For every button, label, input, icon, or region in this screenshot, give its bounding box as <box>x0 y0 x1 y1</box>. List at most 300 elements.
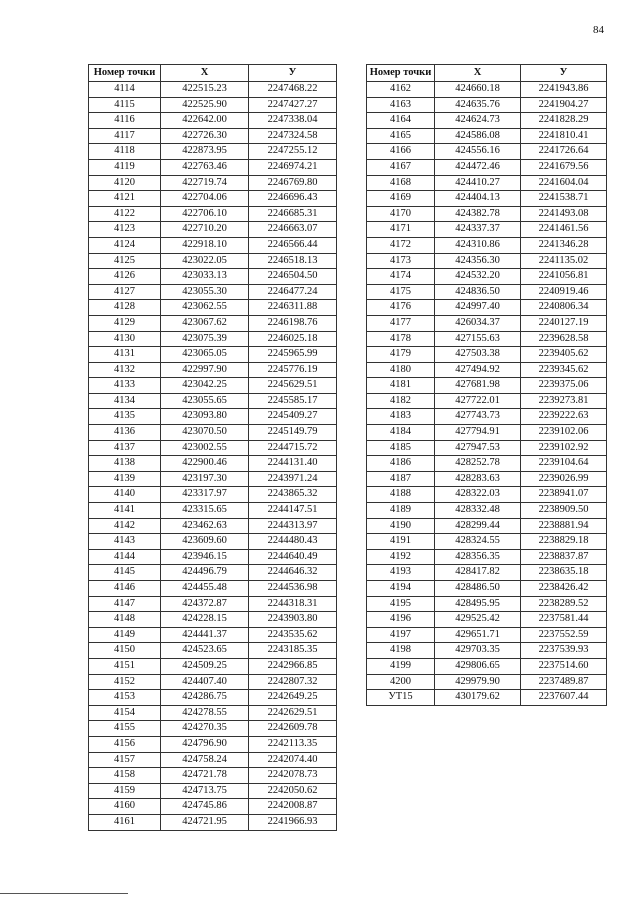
coordinates-table-left <box>88 64 337 831</box>
table-row <box>367 581 607 597</box>
cell-y: 2242074.40 <box>249 752 337 768</box>
cell-y: 2242050.62 <box>249 783 337 799</box>
cell-x: 422706.10 <box>161 206 249 222</box>
cell-x: 422873.95 <box>161 144 249 160</box>
cell-point-number: 4153 <box>89 690 161 706</box>
header-point-number: Номер точки <box>367 65 435 82</box>
cell-y: 2238837.87 <box>521 549 607 565</box>
cell-y: 2243185.35 <box>249 643 337 659</box>
cell-x: 427947.53 <box>435 440 521 456</box>
cell-y: 2241461.56 <box>521 222 607 238</box>
cell-point-number: 4162 <box>367 82 435 98</box>
cell-point-number: 4124 <box>89 237 161 253</box>
cell-x: 427155.63 <box>435 331 521 347</box>
cell-y: 2237489.87 <box>521 674 607 690</box>
table-row <box>367 393 607 409</box>
cell-y: 2239102.06 <box>521 425 607 441</box>
cell-y: 2242113.35 <box>249 736 337 752</box>
cell-x: 423197.30 <box>161 471 249 487</box>
cell-x: 429703.35 <box>435 643 521 659</box>
cell-point-number: 4199 <box>367 658 435 674</box>
cell-point-number: 4154 <box>89 705 161 721</box>
cell-point-number: 4184 <box>367 425 435 441</box>
table-row <box>367 253 607 269</box>
cell-y: 2244640.49 <box>249 549 337 565</box>
cell-y: 2241904.27 <box>521 97 607 113</box>
cell-y: 2238909.50 <box>521 503 607 519</box>
cell-point-number: 4133 <box>89 378 161 394</box>
cell-point-number: 4142 <box>89 518 161 534</box>
cell-y: 2241056.81 <box>521 269 607 285</box>
table-row <box>367 643 607 659</box>
cell-x: 423022.05 <box>161 253 249 269</box>
cell-point-number: 4114 <box>89 82 161 98</box>
cell-y: 2245409.27 <box>249 409 337 425</box>
cell-point-number: 4148 <box>89 612 161 628</box>
cell-point-number: 4128 <box>89 300 161 316</box>
cell-x: 424455.48 <box>161 581 249 597</box>
cell-x: 423946.15 <box>161 549 249 565</box>
cell-x: 422642.00 <box>161 113 249 129</box>
cell-point-number: 4200 <box>367 674 435 690</box>
cell-x: 428283.63 <box>435 471 521 487</box>
table-row <box>89 315 337 331</box>
table-row <box>89 378 337 394</box>
cell-y: 2239104.64 <box>521 456 607 472</box>
cell-x: 424660.18 <box>435 82 521 98</box>
cell-point-number: 4160 <box>89 799 161 815</box>
table-row <box>367 487 607 503</box>
cell-y: 2246685.31 <box>249 206 337 222</box>
cell-y: 2246663.07 <box>249 222 337 238</box>
cell-point-number: 4172 <box>367 237 435 253</box>
cell-x: 424758.24 <box>161 752 249 768</box>
cell-x: 424407.40 <box>161 674 249 690</box>
table-header-row <box>367 65 607 82</box>
cell-point-number: 4119 <box>89 159 161 175</box>
cell-y: 2241346.28 <box>521 237 607 253</box>
cell-y: 2238289.52 <box>521 596 607 612</box>
table-row <box>367 175 607 191</box>
cell-x: 424441.37 <box>161 627 249 643</box>
table-row <box>89 752 337 768</box>
cell-x: 424586.08 <box>435 128 521 144</box>
cell-x: 423462.63 <box>161 518 249 534</box>
cell-point-number: 4146 <box>89 581 161 597</box>
cell-point-number: 4143 <box>89 534 161 550</box>
table-row <box>367 440 607 456</box>
page-number: 84 <box>593 24 604 36</box>
cell-y: 2241726.64 <box>521 144 607 160</box>
cell-x: 422763.46 <box>161 159 249 175</box>
cell-x: 424836.50 <box>435 284 521 300</box>
cell-x: 427794.91 <box>435 425 521 441</box>
cell-y: 2239273.81 <box>521 393 607 409</box>
cell-point-number: 4192 <box>367 549 435 565</box>
cell-y: 2244318.31 <box>249 596 337 612</box>
cell-point-number: 4150 <box>89 643 161 659</box>
table-row <box>89 253 337 269</box>
table-row <box>367 362 607 378</box>
cell-y: 2239345.62 <box>521 362 607 378</box>
table-row <box>89 284 337 300</box>
table-row <box>367 128 607 144</box>
table-row <box>89 518 337 534</box>
cell-y: 2245776.19 <box>249 362 337 378</box>
cell-point-number: 4135 <box>89 409 161 425</box>
table-row <box>89 237 337 253</box>
cell-y: 2241966.93 <box>249 814 337 830</box>
table-row <box>367 378 607 394</box>
cell-x: 422704.06 <box>161 191 249 207</box>
table-row <box>89 191 337 207</box>
table-row <box>89 596 337 612</box>
table-row <box>367 144 607 160</box>
cell-y: 2246566.44 <box>249 237 337 253</box>
cell-x: 429806.65 <box>435 658 521 674</box>
cell-point-number: 4167 <box>367 159 435 175</box>
cell-x: 424997.40 <box>435 300 521 316</box>
cell-point-number: 4189 <box>367 503 435 519</box>
cell-y: 2244131.40 <box>249 456 337 472</box>
cell-x: 423609.60 <box>161 534 249 550</box>
cell-y: 2246769.80 <box>249 175 337 191</box>
table-row <box>89 222 337 238</box>
cell-point-number: 4187 <box>367 471 435 487</box>
cell-x: 424337.37 <box>435 222 521 238</box>
table-row <box>89 674 337 690</box>
cell-point-number: 4158 <box>89 768 161 784</box>
table-row <box>89 300 337 316</box>
cell-x: 424472.46 <box>435 159 521 175</box>
table-row <box>367 300 607 316</box>
cell-point-number: 4134 <box>89 393 161 409</box>
cell-x: 427503.38 <box>435 347 521 363</box>
cell-y: 2246311.88 <box>249 300 337 316</box>
cell-x: 424635.76 <box>435 97 521 113</box>
header-y: У <box>249 65 337 82</box>
cell-x: 424496.79 <box>161 565 249 581</box>
cell-y: 2243903.80 <box>249 612 337 628</box>
cell-point-number: 4151 <box>89 658 161 674</box>
table-row <box>367 503 607 519</box>
cell-y: 2247427.27 <box>249 97 337 113</box>
table-row <box>367 82 607 98</box>
cell-x: 424624.73 <box>435 113 521 129</box>
cell-y: 2246198.76 <box>249 315 337 331</box>
cell-x: 424278.55 <box>161 705 249 721</box>
cell-x: 422900.46 <box>161 456 249 472</box>
cell-point-number: 4141 <box>89 503 161 519</box>
cell-point-number: 4170 <box>367 206 435 222</box>
cell-point-number: 4178 <box>367 331 435 347</box>
table-row <box>89 768 337 784</box>
table-row <box>89 471 337 487</box>
cell-point-number: 4147 <box>89 596 161 612</box>
table-row <box>89 82 337 98</box>
cell-x: 424382.78 <box>435 206 521 222</box>
cell-point-number: 4191 <box>367 534 435 550</box>
table-row <box>89 549 337 565</box>
table-row <box>89 425 337 441</box>
footnote-separator <box>0 893 128 894</box>
cell-y: 2240127.19 <box>521 315 607 331</box>
cell-point-number: 4140 <box>89 487 161 503</box>
cell-y: 2241828.29 <box>521 113 607 129</box>
cell-y: 2241679.56 <box>521 159 607 175</box>
cell-x: 428322.03 <box>435 487 521 503</box>
cell-x: 428332.48 <box>435 503 521 519</box>
cell-y: 2242966.85 <box>249 658 337 674</box>
cell-y: 2239405.62 <box>521 347 607 363</box>
table-row <box>89 97 337 113</box>
table-row <box>89 705 337 721</box>
cell-point-number: 4120 <box>89 175 161 191</box>
table-row <box>367 284 607 300</box>
table-row <box>89 643 337 659</box>
cell-x: 423317.97 <box>161 487 249 503</box>
cell-x: 429979.90 <box>435 674 521 690</box>
cell-y: 2241538.71 <box>521 191 607 207</box>
cell-point-number: 4173 <box>367 253 435 269</box>
cell-x: 423042.25 <box>161 378 249 394</box>
table-row <box>89 440 337 456</box>
cell-x: 428495.95 <box>435 596 521 612</box>
cell-point-number: 4198 <box>367 643 435 659</box>
table-row <box>89 581 337 597</box>
cell-point-number: 4122 <box>89 206 161 222</box>
header-point-number: Номер точки <box>89 65 161 82</box>
cell-x: 428486.50 <box>435 581 521 597</box>
cell-point-number: 4152 <box>89 674 161 690</box>
cell-x: 424713.75 <box>161 783 249 799</box>
cell-point-number: 4155 <box>89 721 161 737</box>
table-row <box>367 534 607 550</box>
cell-y: 2238829.18 <box>521 534 607 550</box>
cell-point-number: 4139 <box>89 471 161 487</box>
table-row <box>367 549 607 565</box>
table-row <box>367 222 607 238</box>
cell-y: 2246974.21 <box>249 159 337 175</box>
cell-x: 428299.44 <box>435 518 521 534</box>
cell-point-number: 4156 <box>89 736 161 752</box>
cell-y: 2246025.18 <box>249 331 337 347</box>
table-row <box>89 565 337 581</box>
table-row <box>367 331 607 347</box>
cell-point-number: УТ15 <box>367 690 435 706</box>
table-row <box>89 487 337 503</box>
cell-point-number: 4145 <box>89 565 161 581</box>
table-row <box>89 347 337 363</box>
cell-y: 2245629.51 <box>249 378 337 394</box>
cell-point-number: 4116 <box>89 113 161 129</box>
cell-point-number: 4174 <box>367 269 435 285</box>
cell-y: 2246504.50 <box>249 269 337 285</box>
cell-x: 427681.98 <box>435 378 521 394</box>
cell-y: 2238941.07 <box>521 487 607 503</box>
cell-y: 2242078.73 <box>249 768 337 784</box>
cell-x: 423055.65 <box>161 393 249 409</box>
table-row <box>367 627 607 643</box>
cell-point-number: 4159 <box>89 783 161 799</box>
cell-point-number: 4157 <box>89 752 161 768</box>
cell-y: 2242609.78 <box>249 721 337 737</box>
cell-point-number: 4166 <box>367 144 435 160</box>
table-row <box>367 191 607 207</box>
cell-y: 2241493.08 <box>521 206 607 222</box>
cell-y: 2247255.12 <box>249 144 337 160</box>
cell-point-number: 4163 <box>367 97 435 113</box>
table-row <box>89 362 337 378</box>
cell-y: 2238881.94 <box>521 518 607 534</box>
cell-x: 427743.73 <box>435 409 521 425</box>
cell-y: 2245149.79 <box>249 425 337 441</box>
cell-y: 2242649.25 <box>249 690 337 706</box>
cell-x: 424372.87 <box>161 596 249 612</box>
cell-x: 429651.71 <box>435 627 521 643</box>
cell-point-number: 4118 <box>89 144 161 160</box>
cell-y: 2244646.32 <box>249 565 337 581</box>
cell-x: 428252.78 <box>435 456 521 472</box>
cell-y: 2242008.87 <box>249 799 337 815</box>
cell-point-number: 4137 <box>89 440 161 456</box>
table-row <box>89 814 337 830</box>
table-row <box>367 425 607 441</box>
cell-y: 2238635.18 <box>521 565 607 581</box>
table-row <box>89 503 337 519</box>
header-x: Х <box>435 65 521 82</box>
cell-y: 2242629.51 <box>249 705 337 721</box>
cell-point-number: 4179 <box>367 347 435 363</box>
table-row <box>89 128 337 144</box>
cell-x: 428324.55 <box>435 534 521 550</box>
cell-y: 2247338.04 <box>249 113 337 129</box>
cell-point-number: 4169 <box>367 191 435 207</box>
cell-point-number: 4123 <box>89 222 161 238</box>
table-row <box>367 409 607 425</box>
cell-x: 426034.37 <box>435 315 521 331</box>
table-row <box>89 721 337 737</box>
table-row <box>367 97 607 113</box>
cell-x: 424796.90 <box>161 736 249 752</box>
cell-point-number: 4188 <box>367 487 435 503</box>
cell-y: 2245585.17 <box>249 393 337 409</box>
table-row <box>89 612 337 628</box>
table-row <box>89 331 337 347</box>
cell-y: 2237514.60 <box>521 658 607 674</box>
cell-point-number: 4125 <box>89 253 161 269</box>
table-row <box>367 206 607 222</box>
cell-point-number: 4129 <box>89 315 161 331</box>
cell-point-number: 4195 <box>367 596 435 612</box>
table-row <box>367 269 607 285</box>
cell-y: 2241604.04 <box>521 175 607 191</box>
table-row <box>89 690 337 706</box>
cell-x: 428417.82 <box>435 565 521 581</box>
cell-y: 2237539.93 <box>521 643 607 659</box>
table-row <box>89 658 337 674</box>
table-row <box>89 783 337 799</box>
table-row <box>89 799 337 815</box>
cell-x: 422515.23 <box>161 82 249 98</box>
cell-y: 2244480.43 <box>249 534 337 550</box>
cell-point-number: 4138 <box>89 456 161 472</box>
cell-y: 2240806.34 <box>521 300 607 316</box>
cell-y: 2245965.99 <box>249 347 337 363</box>
cell-y: 2241810.41 <box>521 128 607 144</box>
cell-x: 424721.95 <box>161 814 249 830</box>
cell-y: 2239628.58 <box>521 331 607 347</box>
cell-point-number: 4131 <box>89 347 161 363</box>
cell-x: 423075.39 <box>161 331 249 347</box>
cell-y: 2239222.63 <box>521 409 607 425</box>
header-x: Х <box>161 65 249 82</box>
cell-point-number: 4181 <box>367 378 435 394</box>
table-row <box>89 206 337 222</box>
cell-y: 2238426.42 <box>521 581 607 597</box>
table-header-row <box>89 65 337 82</box>
cell-point-number: 4161 <box>89 814 161 830</box>
cell-x: 423033.13 <box>161 269 249 285</box>
cell-x: 424228.15 <box>161 612 249 628</box>
cell-x: 422918.10 <box>161 237 249 253</box>
cell-y: 2243971.24 <box>249 471 337 487</box>
table-row <box>367 237 607 253</box>
cell-point-number: 4183 <box>367 409 435 425</box>
cell-x: 424356.30 <box>435 253 521 269</box>
cell-x: 428356.35 <box>435 549 521 565</box>
table-row <box>367 471 607 487</box>
cell-x: 424523.65 <box>161 643 249 659</box>
table-row <box>367 456 607 472</box>
cell-x: 423062.55 <box>161 300 249 316</box>
cell-point-number: 4194 <box>367 581 435 597</box>
cell-point-number: 4132 <box>89 362 161 378</box>
table-row <box>89 736 337 752</box>
cell-point-number: 4193 <box>367 565 435 581</box>
table-row <box>89 393 337 409</box>
table-row <box>367 690 607 706</box>
cell-y: 2247468.22 <box>249 82 337 98</box>
table-row <box>367 347 607 363</box>
cell-point-number: 4186 <box>367 456 435 472</box>
cell-y: 2246696.43 <box>249 191 337 207</box>
table-row <box>367 113 607 129</box>
table-row <box>89 627 337 643</box>
cell-point-number: 4171 <box>367 222 435 238</box>
table-row <box>367 658 607 674</box>
cell-y: 2243535.62 <box>249 627 337 643</box>
cell-x: 424556.16 <box>435 144 521 160</box>
table-row <box>367 612 607 628</box>
cell-x: 424509.25 <box>161 658 249 674</box>
table-row <box>89 175 337 191</box>
cell-point-number: 4197 <box>367 627 435 643</box>
cell-y: 2241943.86 <box>521 82 607 98</box>
cell-x: 423067.62 <box>161 315 249 331</box>
cell-x: 424286.75 <box>161 690 249 706</box>
cell-x: 423315.65 <box>161 503 249 519</box>
cell-y: 2247324.58 <box>249 128 337 144</box>
table-row <box>367 518 607 534</box>
cell-y: 2242807.32 <box>249 674 337 690</box>
cell-point-number: 4149 <box>89 627 161 643</box>
cell-y: 2244313.97 <box>249 518 337 534</box>
cell-x: 423093.80 <box>161 409 249 425</box>
cell-point-number: 4117 <box>89 128 161 144</box>
cell-point-number: 4177 <box>367 315 435 331</box>
table-row <box>89 144 337 160</box>
